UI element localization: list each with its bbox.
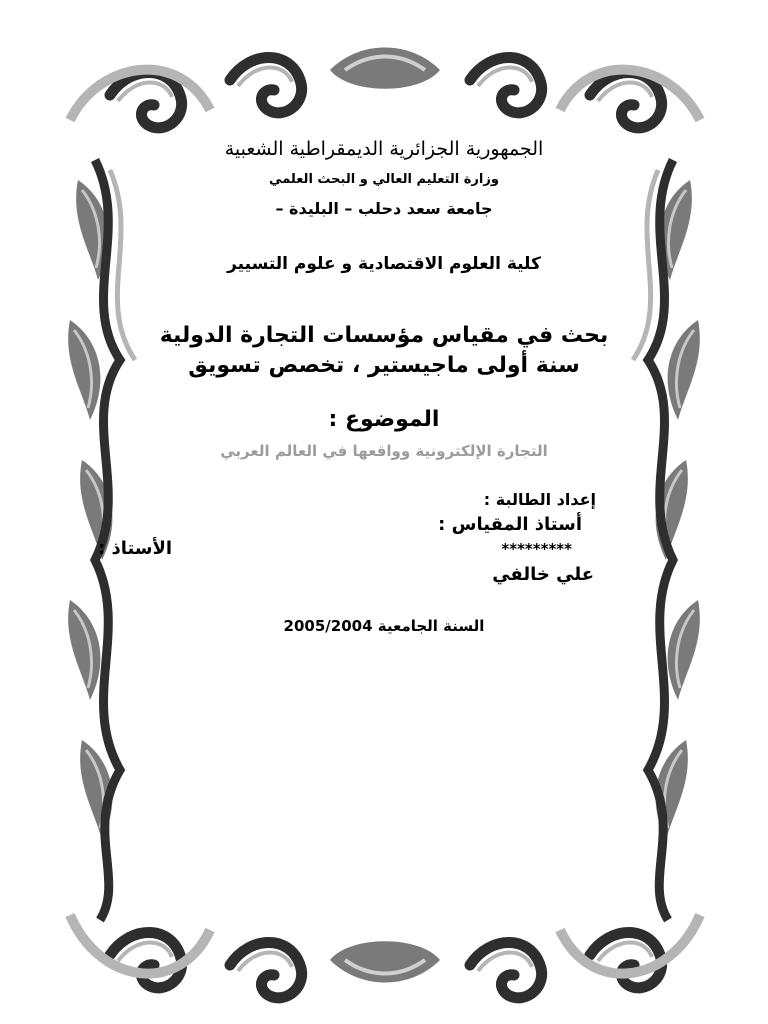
bottom-ornament bbox=[70, 915, 700, 998]
top-ornament bbox=[70, 48, 700, 128]
professor-label: الأستاذ : bbox=[98, 538, 173, 559]
academic-year: السنة الجامعية 2005/2004 bbox=[283, 617, 485, 635]
topic-title: التجارة الإلكترونية وواقعها في العالم العربي bbox=[220, 442, 548, 460]
republic-heading: الجمهورية الجزائرية الديمقراطية الشعبية bbox=[224, 138, 544, 160]
ministry-heading: وزارة التعليم العالي و البحث العلمي bbox=[269, 172, 499, 187]
course-teacher-label: أستاذ المقياس : bbox=[438, 514, 582, 535]
right-ornament bbox=[633, 160, 700, 920]
topic-label: الموضوع : bbox=[328, 407, 440, 432]
prepared-by-label: إعداد الطالبة : bbox=[483, 490, 596, 509]
research-title-line1: بحث في مقياس مؤسسات التجارة الدولية bbox=[159, 323, 609, 348]
university-heading: جامعة سعد دحلب – البليدة – bbox=[275, 199, 493, 218]
student-name: ********* bbox=[501, 540, 572, 558]
faculty-heading: كلية العلوم الاقتصادية و علوم التسيير bbox=[227, 254, 541, 274]
teacher-name: علي خالفي bbox=[492, 564, 594, 585]
research-title-line2: سنة أولى ماجيستير ، تخصص تسويق bbox=[188, 353, 580, 378]
